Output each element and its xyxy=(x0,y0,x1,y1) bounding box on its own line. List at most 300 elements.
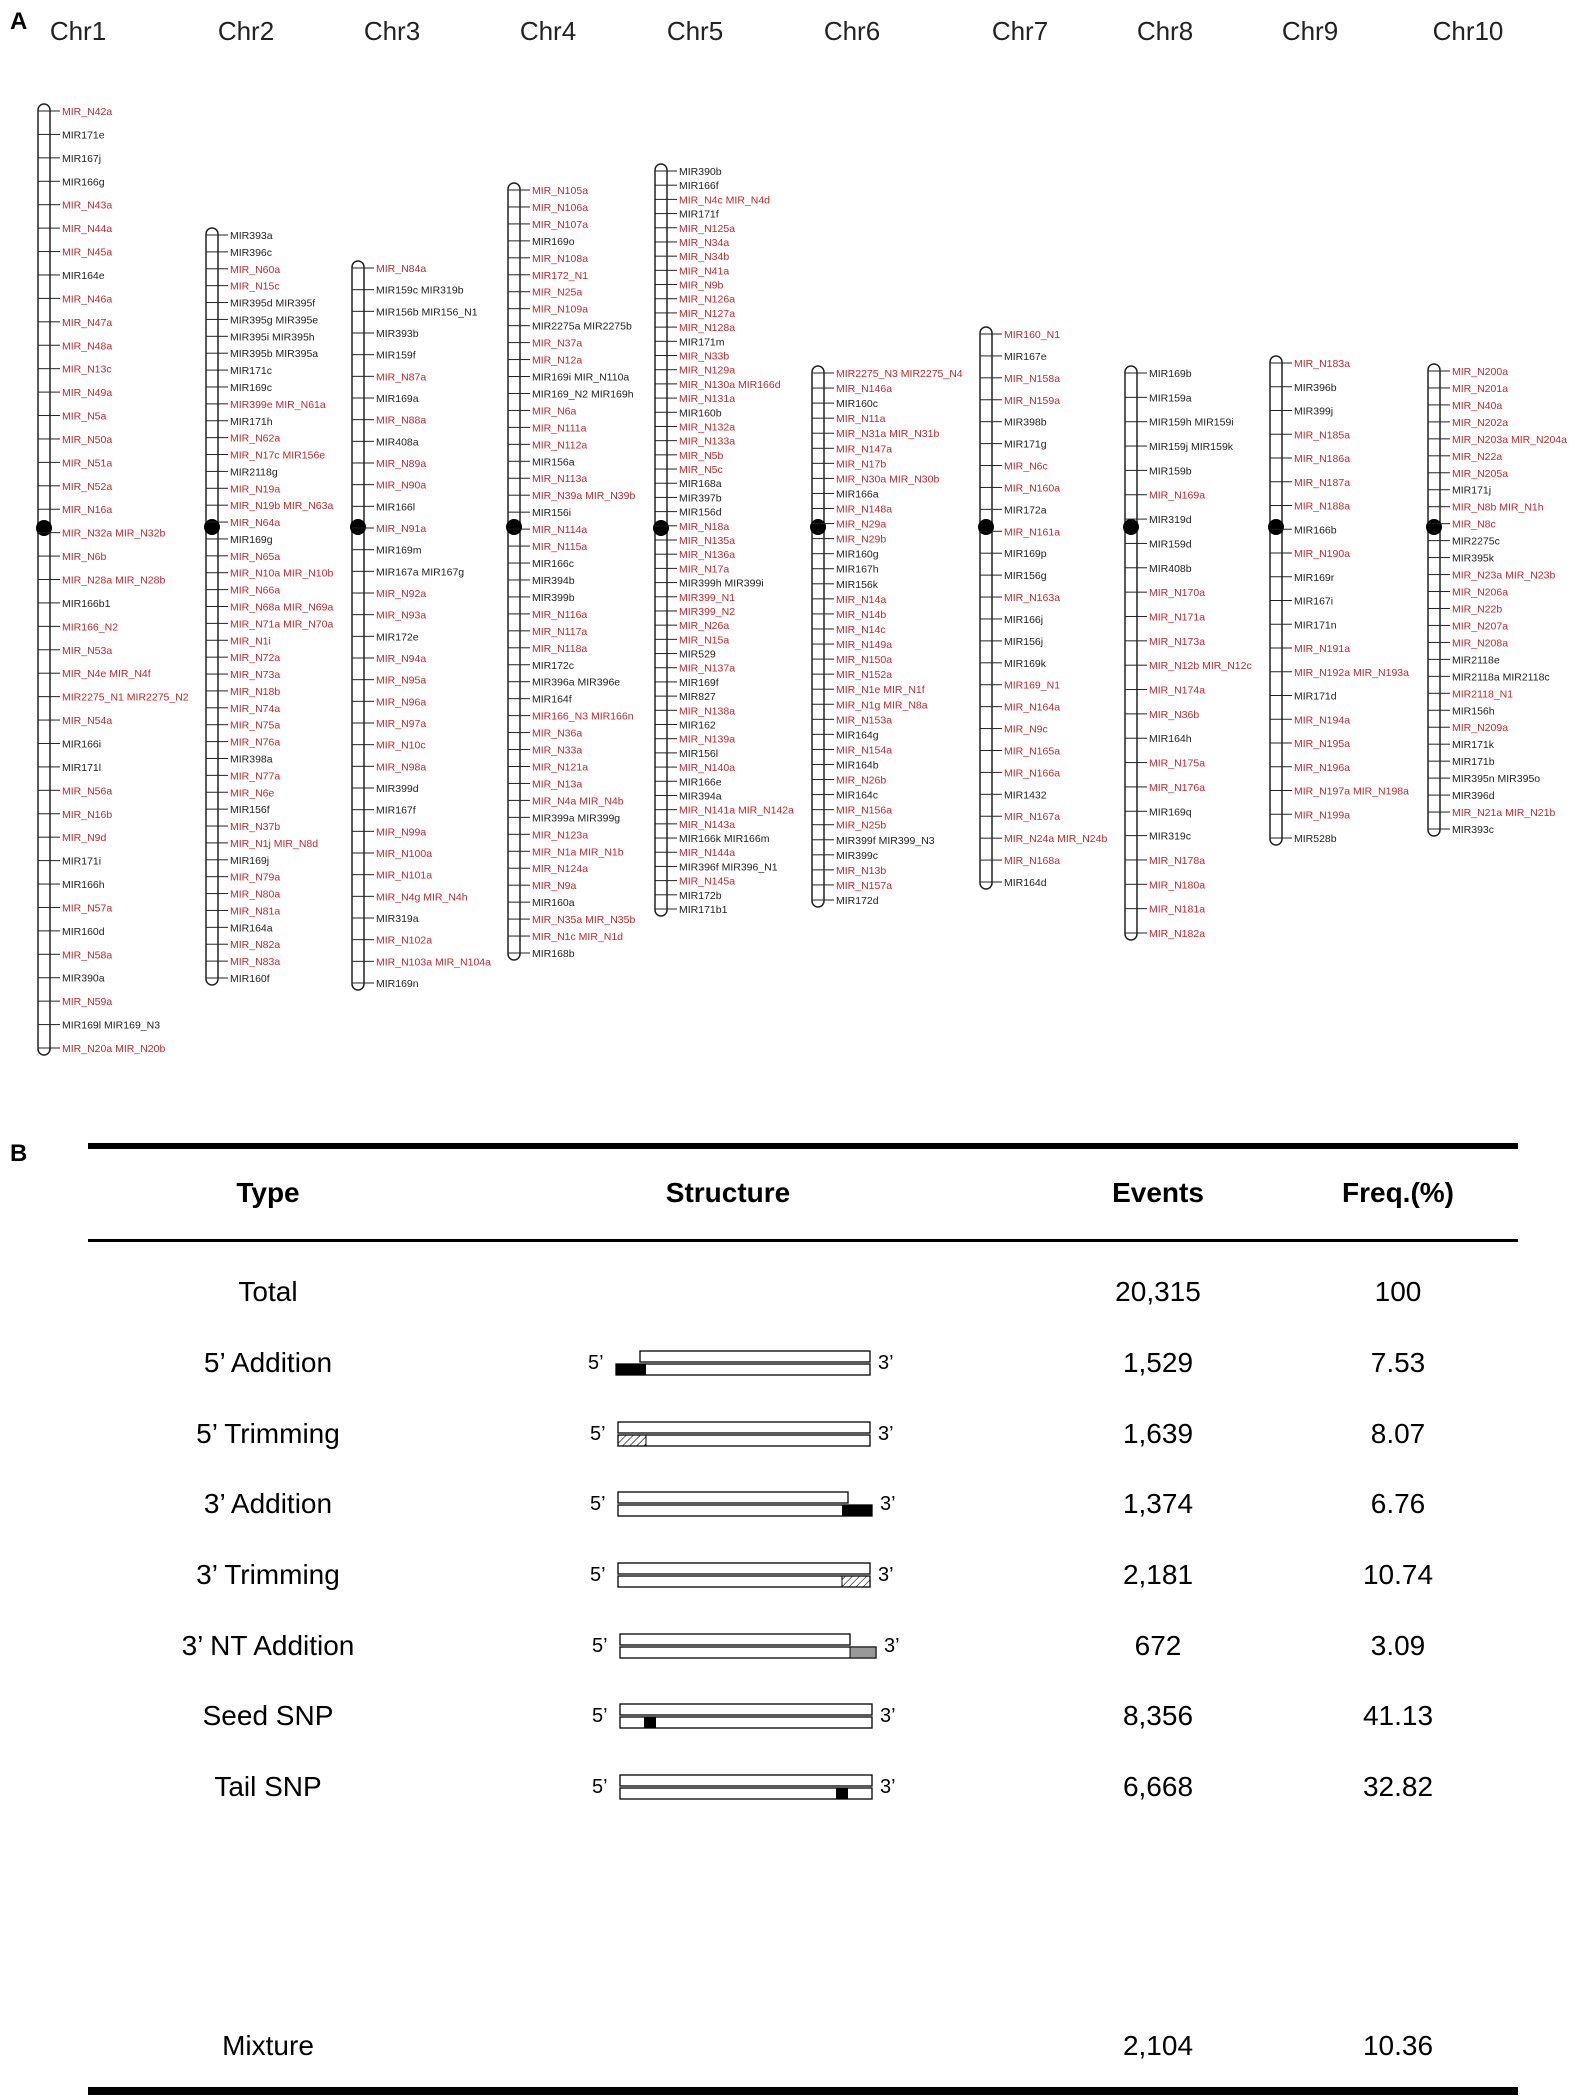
novel-mirna-label: MIR_N19a xyxy=(230,483,281,496)
table-row xyxy=(88,1757,1518,1817)
novel-mirna-label: MIR_N108a xyxy=(532,252,589,265)
novel-mirna-label: MIR_N72a xyxy=(230,652,281,665)
known-mirna-label: MIR169b xyxy=(1149,368,1192,380)
novel-mirna-label: MIR166_N3 MIR166n xyxy=(532,710,634,723)
novel-mirna-label: MIR_N89a xyxy=(376,458,427,470)
variant-mark xyxy=(644,1717,656,1728)
known-mirna-label: MIR166f xyxy=(679,180,719,193)
novel-mirna-label: MIR_N18b xyxy=(230,685,281,698)
known-mirna-label: MIR396f MIR396_N1 xyxy=(679,861,778,874)
chromosome-name: Chr4 xyxy=(519,16,577,46)
known-mirna-label: MIR166j xyxy=(1004,613,1044,626)
novel-mirna-label: MIR_N14c xyxy=(836,623,886,636)
novel-mirna-label: MIR_N166a xyxy=(1004,767,1061,780)
novel-mirna-label: MIR_N102a xyxy=(376,934,433,947)
novel-mirna-label: MIR_N13b xyxy=(836,864,887,877)
novel-mirna-label: MIR_N22b xyxy=(1452,603,1503,616)
row-freq: 7.53 xyxy=(1370,1347,1426,1378)
row-type: 3’ Addition xyxy=(203,1488,333,1519)
novel-mirna-label: MIR_N161a xyxy=(1004,526,1061,539)
novel-mirna-label: MIR_N29b xyxy=(836,533,887,546)
novel-mirna-label: MIR_N81a xyxy=(230,905,281,918)
novel-mirna-label: MIR_N56a xyxy=(62,785,113,798)
chromosome-name: Chr9 xyxy=(1281,16,1339,46)
known-mirna-label: MIR399d xyxy=(376,783,419,795)
centromere xyxy=(506,519,522,535)
novel-mirna-label: MIR_N57a xyxy=(62,902,113,915)
novel-mirna-label: MIR_N25b xyxy=(836,819,887,832)
known-mirna-label: MIR169a xyxy=(376,393,419,405)
novel-mirna-label: MIR_N66a xyxy=(230,584,281,597)
known-mirna-label: MIR156f xyxy=(230,804,270,817)
novel-mirna-label: MIR_N182a xyxy=(1149,928,1206,940)
novel-mirna-label: MIR_N9c xyxy=(1004,723,1048,736)
novel-mirna-label: MIR_N6b xyxy=(62,551,107,564)
novel-mirna-label: MIR_N165a xyxy=(1004,745,1061,758)
novel-mirna-label: MIR_N54a xyxy=(62,715,113,728)
variant-mark xyxy=(842,1505,872,1516)
centromere xyxy=(810,519,826,535)
novel-mirna-label: MIR_N15c xyxy=(230,280,280,293)
chromosome-name: Chr8 xyxy=(1136,16,1194,46)
novel-mirna-label: MIR_N133a xyxy=(679,435,736,448)
row-freq: 10.36 xyxy=(1362,2030,1434,2061)
row-events: 2,104 xyxy=(1122,2030,1194,2061)
novel-mirna-label: MIR_N17a xyxy=(679,563,730,576)
row-type: 3’ Trimming xyxy=(196,1559,340,1590)
novel-mirna-label: MIR_N16a xyxy=(62,504,113,517)
known-mirna-label: MIR395g MIR395e xyxy=(230,314,319,327)
known-mirna-label: MIR156b MIR156_N1 xyxy=(376,306,478,319)
novel-mirna-label: MIR2275_N3 MIR2275_N4 xyxy=(836,368,963,380)
known-mirna-label: MIR169f xyxy=(679,676,719,689)
novel-mirna-label: MIR_N109a xyxy=(532,303,589,316)
novel-mirna-label: MIR_N49a xyxy=(62,387,113,400)
novel-mirna-label: MIR_N46a xyxy=(62,293,113,306)
known-mirna-label: MIR167a MIR167g xyxy=(376,566,465,579)
chromosome-bar xyxy=(508,183,520,960)
known-mirna-label: MIR396c xyxy=(230,246,273,259)
novel-mirna-label: MIR_N140a xyxy=(679,762,736,775)
known-mirna-label: MIR408b xyxy=(1149,562,1192,575)
novel-mirna-label: MIR_N117a xyxy=(532,625,588,638)
known-mirna-label: MIR169_N2 MIR169h xyxy=(532,388,634,401)
novel-mirna-label: MIR_N4g MIR_N4h xyxy=(376,891,468,904)
novel-mirna-label: MIR_N25a xyxy=(532,286,583,299)
row-structure xyxy=(558,1474,898,1534)
known-mirna-label: MIR399a MIR399g xyxy=(532,812,621,825)
novel-mirna-label: MIR_N1g MIR_N8a xyxy=(836,699,928,712)
novel-mirna-label: MIR_N29a xyxy=(836,518,887,531)
known-mirna-label: MIR398b xyxy=(1004,416,1047,429)
three-prime-label: 3’ xyxy=(878,1564,894,1586)
chromosome-chr2 xyxy=(204,16,333,985)
novel-mirna-label: MIR_N9b xyxy=(679,279,724,292)
novel-mirna-label: MIR399_N2 xyxy=(679,605,736,618)
known-mirna-label: MIR164f xyxy=(532,693,572,706)
novel-mirna-label: MIR_N98a xyxy=(376,761,427,774)
novel-mirna-label: MIR_N1i xyxy=(230,635,271,648)
table-row xyxy=(88,1616,1518,1676)
known-mirna-label: MIR827 xyxy=(679,691,716,704)
known-mirna-label: MIR168b xyxy=(532,948,575,960)
known-mirna-label: MIR167e xyxy=(1004,350,1047,363)
known-mirna-label: MIR172d xyxy=(836,895,879,907)
known-mirna-label: MIR160d xyxy=(62,925,105,938)
novel-mirna-label: MIR_N137a xyxy=(679,662,736,675)
known-mirna-label: MIR164a xyxy=(230,922,273,935)
novel-mirna-label: MIR_N90a xyxy=(376,479,427,492)
known-mirna-label: MIR395n MIR395o xyxy=(1452,773,1541,786)
row-freq: 10.74 xyxy=(1362,1559,1434,1590)
novel-mirna-label: MIR_N14a xyxy=(836,593,887,606)
known-mirna-label: MIR396a MIR396e xyxy=(532,676,621,689)
known-mirna-label: MIR169g xyxy=(230,533,273,546)
novel-mirna-label: MIR_N12b MIR_N12c xyxy=(1149,660,1252,673)
row-events: 20,315 xyxy=(1115,1276,1201,1307)
known-mirna-label: MIR166k MIR166m xyxy=(679,833,770,846)
known-mirna-label: MIR156g xyxy=(1004,570,1047,583)
isomir-strand xyxy=(620,1647,876,1658)
isomir-strand xyxy=(618,1435,870,1446)
novel-mirna-label: MIR_N64a xyxy=(230,517,281,530)
novel-mirna-label: MIR_N8c xyxy=(1452,518,1496,531)
novel-mirna-label: MIR_N150a xyxy=(836,654,893,667)
novel-mirna-label: MIR_N95a xyxy=(376,674,427,687)
known-mirna-label: MIR164h xyxy=(1149,733,1192,746)
novel-mirna-label: MIR_N73a xyxy=(230,669,281,682)
novel-mirna-label: MIR_N26a xyxy=(679,620,730,633)
novel-mirna-label: MIR_N163a xyxy=(1004,592,1061,605)
novel-mirna-label: MIR_N1e MIR_N1f xyxy=(836,684,925,697)
known-mirna-label: MIR529 xyxy=(679,648,716,661)
novel-mirna-label: MIR_N16b xyxy=(62,808,113,821)
known-mirna-label: MIR160g xyxy=(836,548,879,561)
chromosome-bar xyxy=(352,261,364,990)
novel-mirna-label: MIR_N62a xyxy=(230,432,281,445)
row-freq: 41.13 xyxy=(1362,1700,1434,1731)
known-mirna-label: MIR169q xyxy=(1149,806,1192,819)
centromere xyxy=(978,519,994,535)
novel-mirna-label: MIR_N23a MIR_N23b xyxy=(1452,569,1556,582)
known-mirna-label: MIR171n xyxy=(1294,619,1337,632)
known-mirna-label: MIR171b xyxy=(1452,756,1495,769)
structure-diagram xyxy=(558,1616,898,1676)
novel-mirna-label: MIR_N50a xyxy=(62,433,113,446)
table-row xyxy=(88,1333,1518,1393)
novel-mirna-label: MIR_N34a xyxy=(679,236,730,249)
reference-strand xyxy=(618,1492,848,1503)
novel-mirna-label: MIR_N127a xyxy=(679,307,736,320)
known-mirna-label: MIR399c xyxy=(836,849,879,862)
novel-mirna-label: MIR_N209a xyxy=(1452,722,1509,735)
novel-mirna-label: MIR_N139a xyxy=(679,733,736,746)
known-mirna-label: MIR156i xyxy=(532,507,572,520)
novel-mirna-label: MIR_N58a xyxy=(62,949,113,962)
novel-mirna-label: MIR_N13a xyxy=(532,778,583,791)
known-mirna-label: MIR164g xyxy=(836,729,879,742)
structure-diagram xyxy=(558,1474,898,1534)
reference-strand xyxy=(620,1775,872,1786)
known-mirna-label: MIR159a xyxy=(1149,392,1192,405)
panel-b-letter: B xyxy=(10,1140,28,1167)
novel-mirna-label: MIR_N203a MIR_N204a xyxy=(1452,433,1567,446)
chromosome-name: Chr6 xyxy=(823,16,881,46)
chromosome-name: Chr10 xyxy=(1432,16,1504,46)
known-mirna-label: MIR167f xyxy=(376,804,416,817)
known-mirna-label: MIR169o xyxy=(532,235,575,248)
known-mirna-label: MIR394a xyxy=(679,790,722,803)
novel-mirna-label: MIR_N9a xyxy=(532,880,577,893)
novel-mirna-label: MIR_N176a xyxy=(1149,781,1206,794)
novel-mirna-label: MIR_N28a MIR_N28b xyxy=(62,574,166,587)
known-mirna-label: MIR390b xyxy=(679,166,722,178)
known-mirna-label: MIR164b xyxy=(836,759,879,772)
known-mirna-label: MIR166b xyxy=(1294,524,1337,537)
known-mirna-label: MIR159c MIR319b xyxy=(376,284,464,297)
novel-mirna-label: MIR_N42a xyxy=(62,106,113,118)
structure-diagram xyxy=(558,1545,898,1605)
chromosome-chr4 xyxy=(506,16,635,960)
known-mirna-label: MIR159f xyxy=(376,349,416,362)
novel-mirna-label: MIR_N51a xyxy=(62,457,113,470)
novel-mirna-label: MIR_N188a xyxy=(1294,500,1351,513)
known-mirna-label: MIR169p xyxy=(1004,548,1047,561)
known-mirna-label: MIR169m xyxy=(376,544,422,557)
header-structure: Structure xyxy=(665,1177,791,1208)
known-mirna-label: MIR319c xyxy=(1149,830,1192,843)
novel-mirna-label: MIR_N96a xyxy=(376,696,427,709)
structure-diagram xyxy=(558,1686,898,1746)
novel-mirna-label: MIR_N97a xyxy=(376,718,427,730)
novel-mirna-label: MIR_N47a xyxy=(62,316,113,329)
novel-mirna-label: MIR_N80a xyxy=(230,888,281,901)
known-mirna-label: MIR395d MIR395f xyxy=(230,297,316,310)
novel-mirna-label: MIR_N37a xyxy=(532,337,583,350)
novel-mirna-label: MIR_N154a xyxy=(836,744,893,757)
five-prime-label: 5’ xyxy=(592,1776,608,1798)
novel-mirna-label: MIR_N87a xyxy=(376,371,427,384)
known-mirna-label: MIR164e xyxy=(62,269,105,282)
novel-mirna-label: MIR_N1a MIR_N1b xyxy=(532,846,624,859)
known-mirna-label: MIR171f xyxy=(679,208,719,221)
known-mirna-label: MIR159j MIR159k xyxy=(1149,441,1234,454)
chromosome-bar xyxy=(1125,366,1137,940)
novel-mirna-label: MIR_N17b xyxy=(836,458,887,471)
row-type: Total xyxy=(238,1276,298,1307)
isomir-strand xyxy=(620,1788,872,1799)
known-mirna-label: MIR399h MIR399i xyxy=(679,577,764,590)
known-mirna-label: MIR166a xyxy=(836,488,879,501)
novel-mirna-label: MIR_N206a xyxy=(1452,586,1509,599)
table-row xyxy=(88,1404,1518,1464)
novel-mirna-label: MIR_N167a xyxy=(1004,811,1061,824)
novel-mirna-label: MIR_N118a xyxy=(532,642,588,655)
novel-mirna-label: MIR_N192a MIR_N193a xyxy=(1294,666,1409,679)
table-top-rule xyxy=(88,1143,1518,1149)
novel-mirna-label: MIR_N4a MIR_N4b xyxy=(532,795,624,808)
known-mirna-label: MIR169c xyxy=(230,381,273,394)
novel-mirna-label: MIR_N146a xyxy=(836,383,893,396)
novel-mirna-label: MIR_N33a xyxy=(532,744,583,757)
row-type: 5’ Addition xyxy=(203,1347,333,1378)
novel-mirna-label: MIR399_N1 xyxy=(679,591,736,604)
novel-mirna-label: MIR2275_N1 MIR2275_N2 xyxy=(62,691,189,704)
novel-mirna-label: MIR_N208a xyxy=(1452,637,1509,650)
known-mirna-label: MIR156l xyxy=(679,747,719,760)
novel-mirna-label: MIR_N77a xyxy=(230,770,281,783)
known-mirna-label: MIR394b xyxy=(532,574,575,587)
novel-mirna-label: MIR_N160a xyxy=(1004,482,1061,495)
novel-mirna-label: MIR_N202a xyxy=(1452,416,1509,429)
known-mirna-label: MIR160c xyxy=(836,398,879,411)
row-type: 3’ NT Addition xyxy=(181,1630,355,1661)
known-mirna-label: MIR169r xyxy=(1294,571,1335,584)
novel-mirna-label: MIR_N12a xyxy=(532,354,583,367)
known-mirna-label: MIR167h xyxy=(836,563,879,576)
novel-mirna-label: MIR_N136a xyxy=(679,549,736,562)
variant-mark xyxy=(850,1647,876,1658)
known-mirna-label: MIR166c xyxy=(532,558,575,571)
known-mirna-label: MIR408a xyxy=(376,436,419,449)
table-row xyxy=(88,1686,1518,1746)
novel-mirna-label: MIR_N6c xyxy=(1004,460,1048,473)
novel-mirna-label: MIR_N18a xyxy=(679,520,730,533)
novel-mirna-label: MIR_N48a xyxy=(62,340,113,353)
row-events: 6,668 xyxy=(1122,1771,1194,1802)
novel-mirna-label: MIR_N190a xyxy=(1294,548,1351,560)
known-mirna-label: MIR393a xyxy=(230,230,273,242)
chromosome-name: Chr1 xyxy=(49,16,107,46)
novel-mirna-label: MIR_N17c MIR156e xyxy=(230,449,326,462)
novel-mirna-label: MIR_N36a xyxy=(532,727,583,740)
novel-mirna-label: MIR160_N1 xyxy=(1004,329,1061,341)
novel-mirna-label: MIR_N186a xyxy=(1294,453,1351,465)
novel-mirna-label: MIR_N197a MIR_N198a xyxy=(1294,785,1409,798)
known-mirna-label: MIR172a xyxy=(1004,504,1047,517)
chromosome-name: Chr7 xyxy=(991,16,1049,46)
known-mirna-label: MIR167j xyxy=(62,152,102,165)
variant-mark xyxy=(836,1788,848,1799)
known-mirna-label: MIR162 xyxy=(679,719,716,732)
known-mirna-label: MIR171e xyxy=(62,129,105,142)
novel-mirna-label: MIR_N145a xyxy=(679,875,736,888)
row-structure xyxy=(558,1333,898,1393)
novel-mirna-label: MIR_N113a xyxy=(532,473,588,486)
novel-mirna-label: MIR_N128a xyxy=(679,322,736,335)
isomir-strand xyxy=(618,1576,870,1587)
known-mirna-label: MIR166l xyxy=(376,501,416,514)
known-mirna-label: MIR166i xyxy=(62,738,102,751)
novel-mirna-label: MIR_N114a xyxy=(532,524,588,537)
novel-mirna-label: MIR_N156a xyxy=(836,804,893,817)
three-prime-label: 3’ xyxy=(880,1705,896,1727)
centromere xyxy=(350,519,366,535)
isomir-table xyxy=(88,1143,1518,2097)
novel-mirna-label: MIR_N34b xyxy=(679,251,730,264)
novel-mirna-label: MIR_N148a xyxy=(836,503,893,516)
novel-mirna-label: MIR_N74a xyxy=(230,702,281,715)
known-mirna-label: MIR2275a MIR2275b xyxy=(532,320,632,333)
chromosome-chr8 xyxy=(1123,16,1252,940)
novel-mirna-label: MIR_N112a xyxy=(532,439,588,452)
novel-mirna-label: MIR_N44a xyxy=(62,223,113,236)
structure-diagram xyxy=(558,1404,898,1464)
known-mirna-label: MIR171c xyxy=(230,365,273,378)
known-mirna-label: MIR169j xyxy=(230,854,270,867)
chromosome-chr3 xyxy=(350,16,491,990)
row-freq: 100 xyxy=(1374,1276,1422,1307)
reference-strand xyxy=(618,1563,870,1574)
variant-mark xyxy=(616,1364,646,1375)
known-mirna-label: MIR398a xyxy=(230,753,273,766)
header-freq: Freq.(%) xyxy=(1342,1177,1454,1208)
novel-mirna-label: MIR_N106a xyxy=(532,201,589,214)
novel-mirna-label: MIR_N125a xyxy=(679,222,736,235)
novel-mirna-label: MIR_N14b xyxy=(836,608,887,621)
novel-mirna-label: MIR_N93a xyxy=(376,609,427,622)
novel-mirna-label: MIR_N126a xyxy=(679,293,736,306)
novel-mirna-label: MIR_N129a xyxy=(679,364,736,377)
centromere xyxy=(653,520,669,536)
known-mirna-label: MIR171b1 xyxy=(679,904,728,916)
novel-mirna-label: MIR166_N2 xyxy=(62,621,119,634)
novel-mirna-label: MIR_N194a xyxy=(1294,714,1351,727)
novel-mirna-label: MIR_N37b xyxy=(230,821,281,834)
novel-mirna-label: MIR_N149a xyxy=(836,639,893,652)
known-mirna-label: MIR166b1 xyxy=(62,597,111,610)
table-bottom-rule xyxy=(88,2087,1518,2095)
novel-mirna-label: MIR_N164a xyxy=(1004,701,1061,714)
row-structure xyxy=(558,1545,898,1605)
chromosome-chr9 xyxy=(1268,16,1409,845)
row-events: 672 xyxy=(1134,1630,1182,1661)
novel-mirna-label: MIR_N132a xyxy=(679,421,736,434)
known-mirna-label: MIR1432 xyxy=(1004,789,1047,802)
novel-mirna-label: MIR_N130a MIR166d xyxy=(679,378,781,391)
novel-mirna-label: MIR_N103a MIR_N104a xyxy=(376,956,491,969)
isomir-strand xyxy=(618,1505,872,1516)
novel-mirna-label: MIR_N152a xyxy=(836,669,893,682)
chromosome-chr10 xyxy=(1426,16,1567,836)
novel-mirna-label: MIR_N144a xyxy=(679,847,736,860)
novel-mirna-label: MIR_N105a xyxy=(532,185,589,197)
three-prime-label: 3’ xyxy=(880,1776,896,1798)
known-mirna-label: MIR171m xyxy=(679,336,725,349)
novel-mirna-label: MIR_N111a xyxy=(532,422,587,435)
novel-mirna-label: MIR_N6a xyxy=(532,405,577,418)
table-row xyxy=(88,1545,1518,1605)
reference-strand xyxy=(620,1634,850,1645)
known-mirna-label: MIR390a xyxy=(62,972,105,985)
novel-mirna-label: MIR_N158a xyxy=(1004,372,1061,385)
novel-mirna-label: MIR_N10c xyxy=(376,739,426,752)
novel-mirna-label: MIR_N199a xyxy=(1294,809,1351,822)
novel-mirna-label: MIR_N183a xyxy=(1294,358,1351,370)
novel-mirna-label: MIR_N10a MIR_N10b xyxy=(230,567,334,580)
novel-mirna-label: MIR_N101a xyxy=(376,869,433,882)
row-events: 8,356 xyxy=(1122,1700,1194,1731)
centromere xyxy=(36,520,52,536)
known-mirna-label: MIR399j xyxy=(1294,405,1334,418)
chromosome-bar xyxy=(812,366,824,907)
row-type: 5’ Trimming xyxy=(196,1418,340,1449)
novel-mirna-label: MIR_N20a MIR_N20b xyxy=(62,1043,166,1055)
novel-mirna-label: MIR_N65a xyxy=(230,550,281,563)
novel-mirna-label: MIR_N100a xyxy=(376,848,433,860)
novel-mirna-label: MIR_N195a xyxy=(1294,738,1351,750)
known-mirna-label: MIR156a xyxy=(532,456,575,469)
